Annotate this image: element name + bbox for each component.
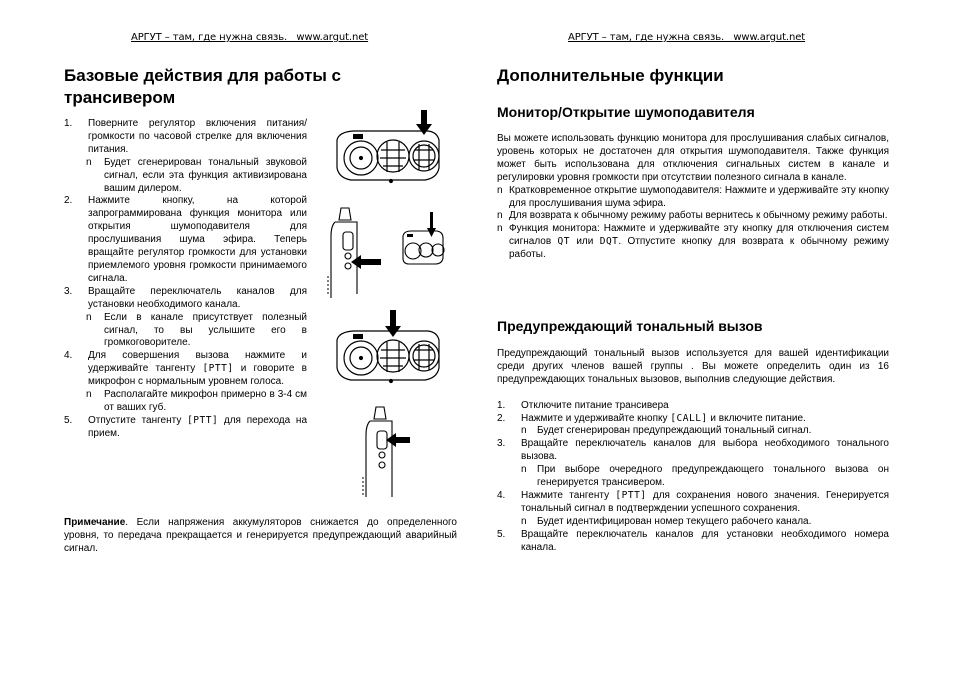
alert-step-4 bbox=[497, 490, 889, 516]
note-text: Располагайте микрофон примерно в 3-4 см от ваших губ. bbox=[104, 389, 307, 413]
step-3-note bbox=[64, 312, 307, 351]
bullet-text: Функция монитора: Нажмите и удерживайте эту кнопку для отключения систем сигналов QT или DQT. Отпустите кнопку для возврата к обычному режиму работы. bbox=[509, 223, 889, 261]
ptt-key: [PTT] bbox=[202, 363, 234, 375]
step-text: Вращайте переключатель каналов для выбора необходимого тонального вызова. bbox=[521, 438, 889, 463]
radio-top-channel-knob-figure bbox=[333, 310, 443, 385]
alert-step-4-note bbox=[497, 516, 889, 529]
note-text: Если в канале присутствует полезный сигнал, то вы услышите его в громкоговорителе. bbox=[104, 311, 307, 349]
steps-list bbox=[64, 118, 307, 441]
step-2 bbox=[64, 195, 307, 285]
radio-side-monitor-button-figure bbox=[325, 206, 445, 301]
note-text: . Если напряжения аккумуляторов снижается до определенного уровня, то передача прекращается и генерируется предупреждающий аварийный сигнал. bbox=[64, 517, 457, 554]
step-1-note bbox=[64, 157, 307, 196]
alert-step-2 bbox=[497, 413, 889, 426]
step-number: 1. bbox=[64, 118, 73, 129]
step-number: 5. bbox=[497, 528, 506, 540]
bullet-icon: n bbox=[497, 210, 503, 222]
step-number: 2. bbox=[497, 412, 506, 424]
step-number: 1. bbox=[497, 399, 506, 411]
step-text: Поверните регулятор включения питания/громкости по часовой стрелке для включения питания. bbox=[88, 118, 307, 155]
page-title: Базовые действия для работы с трансивером bbox=[64, 66, 342, 107]
step-3 bbox=[64, 286, 307, 312]
monitor-bullet bbox=[497, 185, 889, 211]
radio-side-ptt-button-figure bbox=[360, 405, 420, 500]
alert-steps-list bbox=[497, 400, 889, 555]
step-5 bbox=[64, 415, 307, 441]
monitor-section bbox=[497, 133, 889, 262]
monitor-intro: Вы можете использовать функцию монитора для прослушивания слабых сигналов, уровень которых не достаточен для открытия шумоподавителя. Также функция может быть использована для отключения сигнальных систем в канале и регулировки уровня громкости при отсутствии полезного сигнала в канале. bbox=[497, 133, 889, 183]
note-text: Будет сгенерирован тональный звуковой сигнал, если эта функция активизирована вашим дилером. bbox=[104, 156, 307, 194]
step-text: Вращайте переключатель каналов для установки необходимого канала. bbox=[88, 285, 307, 310]
qt-key: QT bbox=[557, 236, 570, 248]
step-number: 2. bbox=[64, 195, 73, 207]
dqt-key: DQT bbox=[599, 236, 619, 248]
bullet-icon: n bbox=[521, 515, 527, 527]
alert-step-1 bbox=[497, 400, 889, 413]
page-header: АРГУТ – там, где нужна связь. www.argut.net bbox=[131, 32, 369, 43]
alert-step-3-note bbox=[497, 464, 889, 490]
note-text: Будет идентифицирован номер текущего рабочего канала. bbox=[537, 515, 812, 527]
bullet-icon: n bbox=[497, 184, 503, 196]
arrow-down-icon bbox=[427, 212, 436, 237]
bullet-icon: n bbox=[497, 223, 503, 235]
ptt-key: [PTT] bbox=[615, 489, 647, 501]
right-page bbox=[477, 0, 954, 675]
monitor-bullet bbox=[497, 210, 889, 223]
bullet-text: Кратковременное открытие шумоподавителя: Нажмите и удерживайте эту кнопку для прослушивания шума эфира. bbox=[509, 184, 889, 209]
bullet-icon: n bbox=[86, 389, 92, 401]
step-text: Нажмите и удерживайте кнопку [CALL] и включите питание. bbox=[521, 412, 806, 424]
step-4-note bbox=[64, 389, 307, 415]
alert-step-2-note bbox=[497, 425, 889, 438]
note-paragraph bbox=[64, 517, 457, 556]
section-title-monitor: Монитор/Открытие шумоподавителя bbox=[497, 104, 755, 120]
page-header: АРГУТ – там, где нужна связь. www.argut.net bbox=[568, 32, 806, 43]
step-number: 3. bbox=[497, 438, 506, 450]
bullet-icon: n bbox=[521, 464, 527, 476]
bullet-icon: n bbox=[86, 156, 92, 168]
alert-intro: Предупреждающий тональный вызов используется для вашей идентификации среди других членов вашей группы . Вы можете определить один из 16 предупреждающих тональных вызовов, выполнив следующие действия. bbox=[497, 348, 889, 385]
step-text: Нажмите тангенту [PTT] для сохранения нового значения. Генерируется тональный сигнал в подтверждении успешного сохранения. bbox=[521, 489, 889, 514]
call-key: [CALL] bbox=[670, 412, 708, 424]
step-number: 3. bbox=[64, 285, 73, 297]
ptt-key: [PTT] bbox=[187, 414, 219, 426]
step-text: Вращайте переключатель каналов для установки необходимого номера канала. bbox=[521, 528, 889, 553]
step-1 bbox=[64, 118, 307, 157]
alert-tone-section bbox=[497, 348, 889, 554]
arrow-left-icon bbox=[386, 433, 410, 447]
bullet-text: Для возврата к обычному режиму работы вернитесь к обычному режиму работы. bbox=[509, 210, 888, 222]
step-text: Для совершения вызова нажмите и удерживайте тангенту [PTT] и говорите в микрофон с нормальным уровнем голоса. bbox=[88, 350, 307, 388]
step-text: Отпустите тангенту [PTT] для перехода на прием. bbox=[88, 414, 308, 439]
note-text: При выборе очередного предупреждающего тонального вызова он генерируется трансивером. bbox=[537, 464, 889, 489]
monitor-bullet bbox=[497, 223, 889, 262]
note-label: Примечание bbox=[64, 517, 126, 528]
step-number: 4. bbox=[497, 489, 506, 501]
section-title-alert-tone: Предупреждающий тональный вызов bbox=[497, 318, 763, 334]
antenna-slot bbox=[353, 134, 363, 139]
arrow-down-icon bbox=[385, 310, 401, 337]
note-text: Будет сгенерирован предупреждающий тональный сигнал. bbox=[537, 425, 812, 437]
step-number: 5. bbox=[64, 414, 73, 426]
radio-top-volume-knob-figure bbox=[333, 110, 443, 190]
step-text: Отключите питание трансивера bbox=[521, 399, 669, 411]
page-title: Дополнительные функции bbox=[497, 66, 724, 85]
bullet-icon: n bbox=[521, 425, 527, 437]
bullet-icon: n bbox=[86, 311, 92, 323]
step-4 bbox=[64, 350, 307, 389]
step-text: Нажмите кнопку, на которой запрограммирована функция монитора или открытия шумоподавителя для прослушивания шума эфира. Теперь вращайте регулятор громкости для установки приемлемого уровня громкости принимаемого сигнала. bbox=[88, 195, 307, 284]
arrow-left-icon bbox=[351, 255, 381, 269]
alert-step-3 bbox=[497, 438, 889, 464]
step-number: 4. bbox=[64, 350, 73, 362]
alert-step-5 bbox=[497, 529, 889, 555]
